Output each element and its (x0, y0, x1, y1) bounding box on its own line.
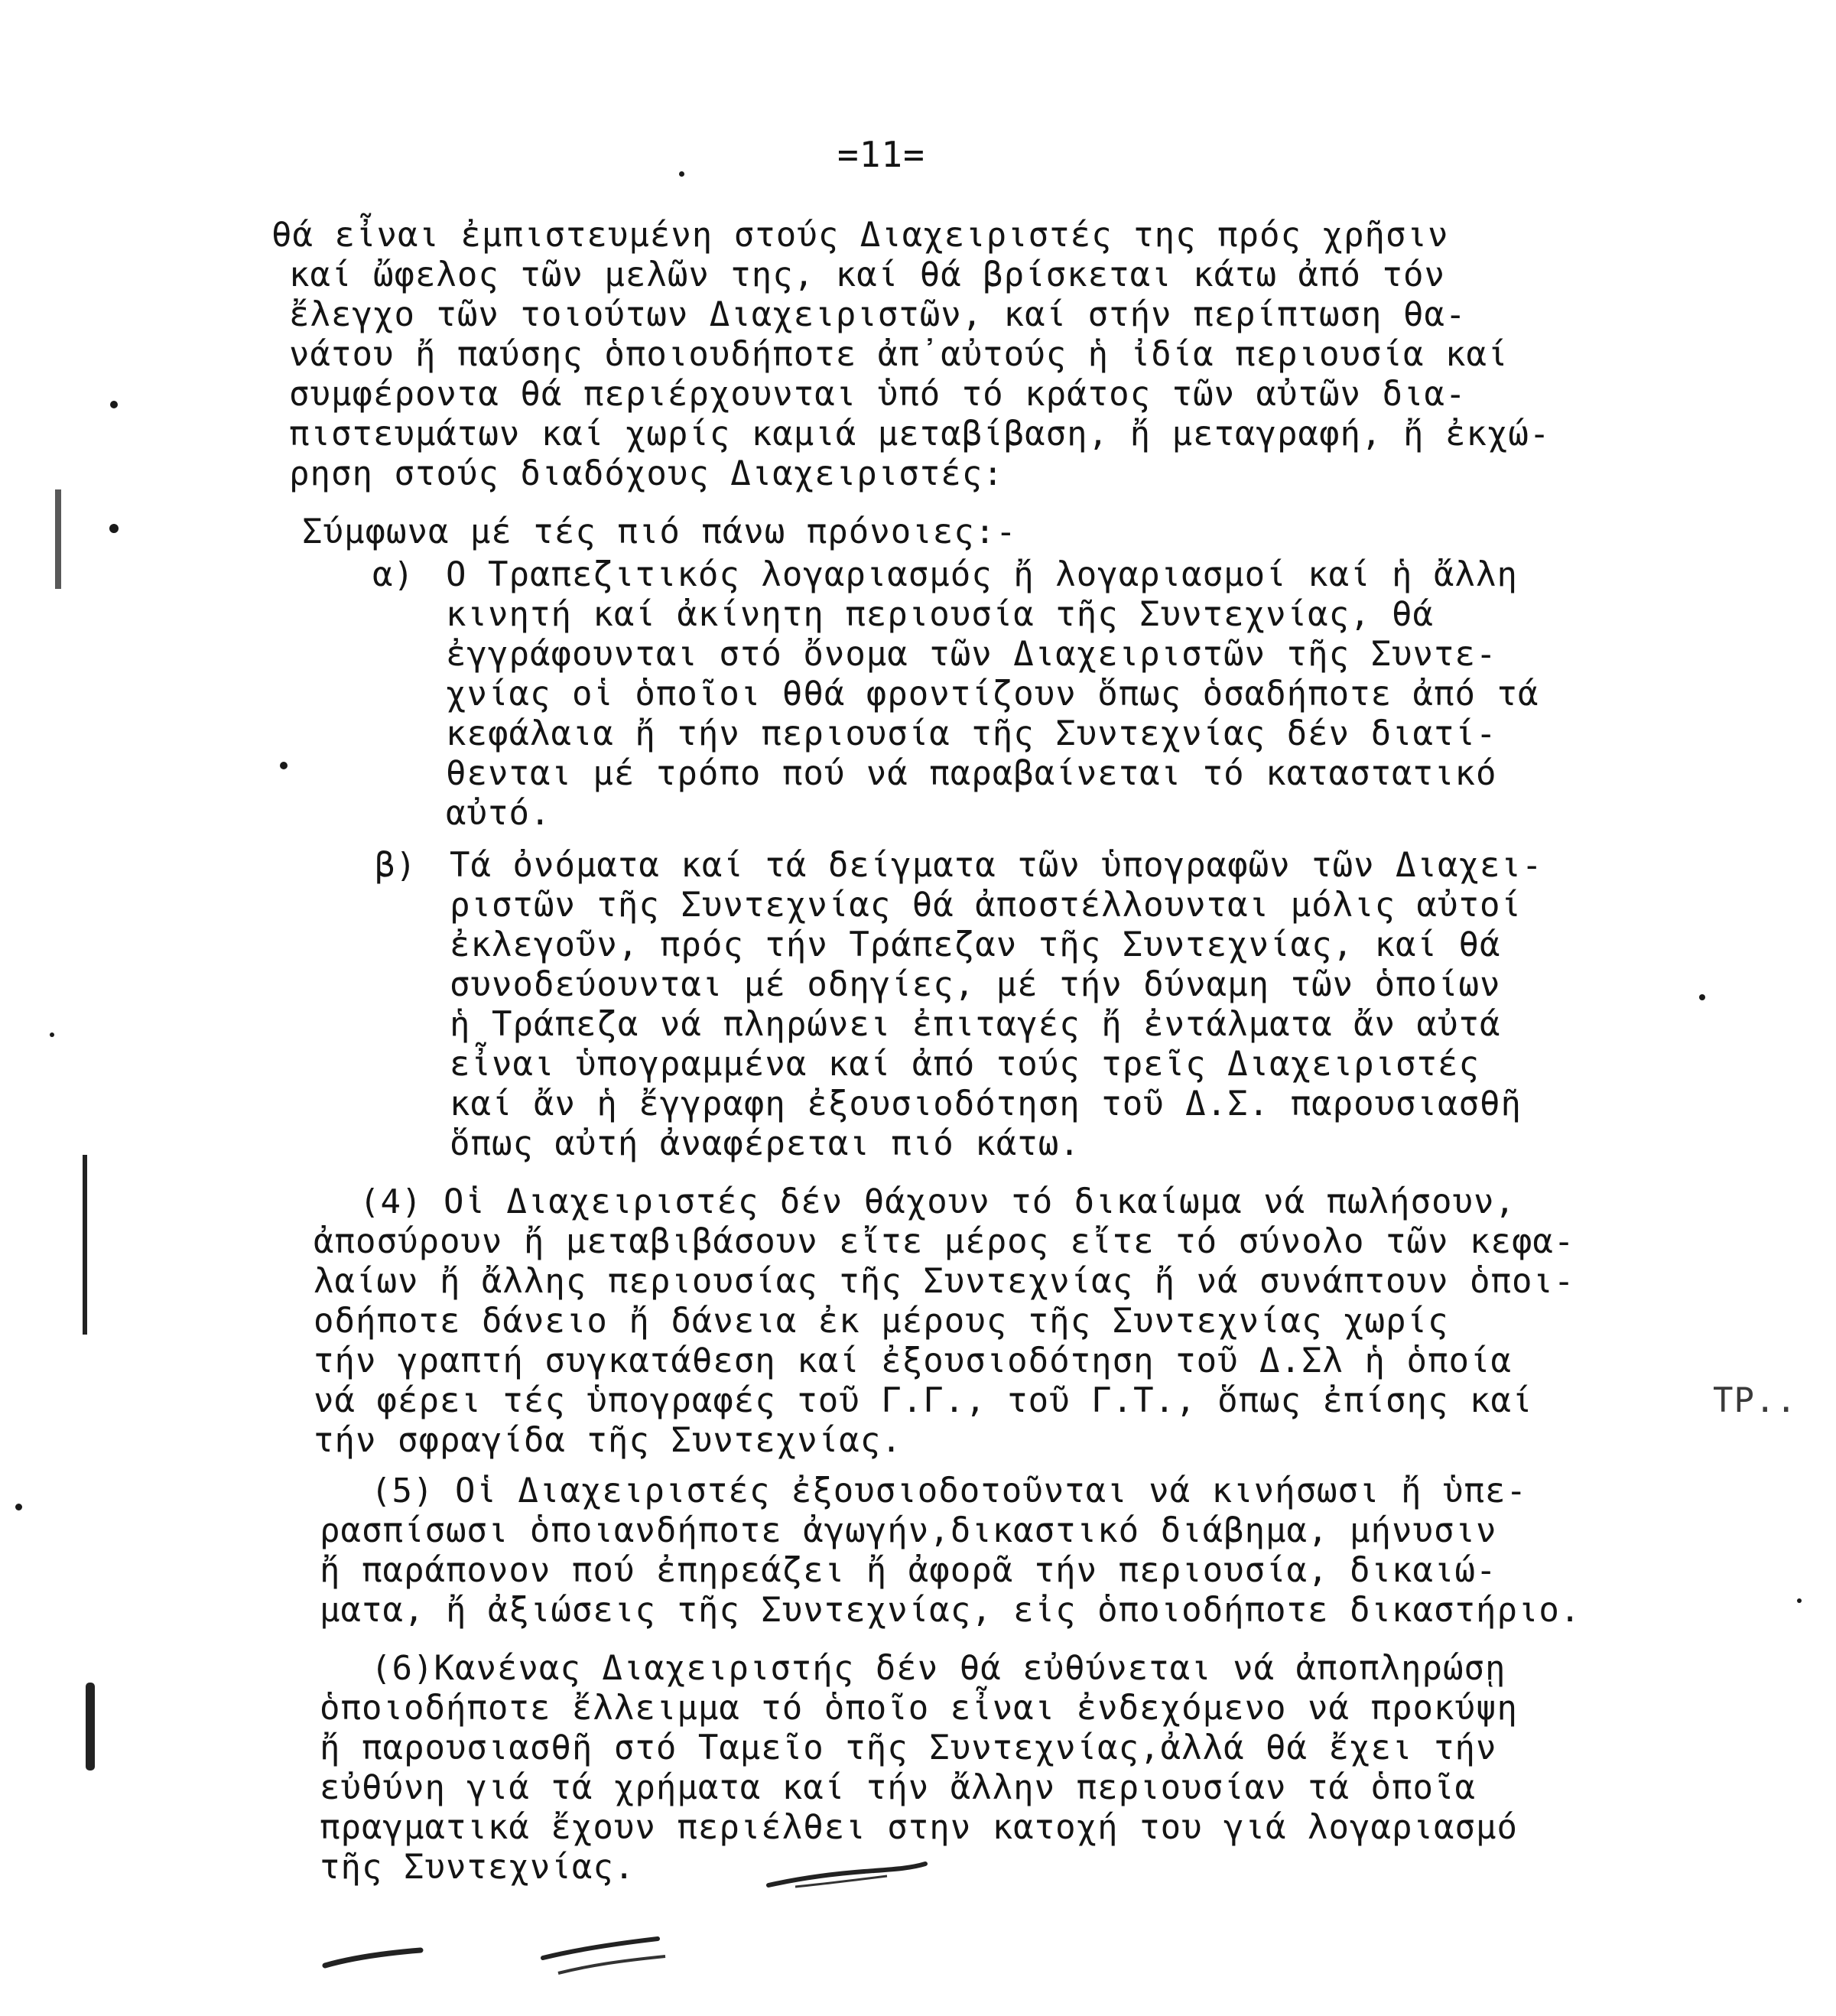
para-4-line-6: νά φέρει τές ὑπογραφές τοῦ Γ.Γ., τοῦ Γ.Τ., ὅπως ἐπίσης καί (314, 1381, 1533, 1420)
item-b-line-8: ὅπως αὐτή ἀναφέρεται πιό κάτω. (450, 1124, 1080, 1163)
item-b-line-5: ἡ Τράπεζα νά πληρώνει ἐπιταγές ἤ ἐντάλματα ἄν αὐτά (450, 1005, 1501, 1044)
para-4-line-7: τήν σφραγίδα τῆς Συντεχνίας. (314, 1421, 902, 1460)
ink-smudge (535, 1912, 688, 1981)
para-4-trailing-mark: ΤΡ.. (1713, 1381, 1797, 1420)
item-b-line-1: Τά ὀνόματα καί τά δείγματα τῶν ὑπογραφῶν τῶν Διαχει- (450, 846, 1543, 885)
scan-margin-mark (86, 1683, 95, 1771)
item-a-line-2: κινητή καί ἀκίνητη περιουσία τῆς Συντεχνίας, θά (446, 595, 1435, 634)
para-6-line-1: (6)Κανένας Διαχειριστής δέν θά εὐθύνεται νά ἀποπληρώσῃ (371, 1649, 1506, 1688)
para-5-line-1: (5) Οἱ Διαχειριστές ἐξουσιοδοτοῦνται νά κινήσωσι ἤ ὑπε- (371, 1471, 1527, 1510)
scan-speck (110, 401, 118, 408)
para-6-line-3: ἤ παρουσιασθῆ στό Ταμεῖο τῆς Συντεχνίας,ἀλλά θά ἔχει τήν (320, 1728, 1497, 1767)
scan-speck (679, 171, 684, 177)
scan-speck (1797, 1598, 1802, 1603)
scan-speck (109, 524, 119, 533)
scan-margin-mark (83, 1155, 87, 1335)
item-a-line-1: Ο Τραπεζιτικός λογαριασμός ἤ λογαριασμοί καί ἡ ἄλλη (446, 555, 1519, 594)
scan-speck (15, 1504, 22, 1510)
para-5-line-3: ἤ παράπονον πού ἐπηρεάζει ἤ ἀφορᾶ τήν περιουσία, δικαιώ- (320, 1551, 1497, 1590)
para-6-line-6: τῆς Συντεχνίας. (320, 1848, 635, 1887)
para-4-line-4: οδήποτε δάνειο ἤ δάνεια ἐκ μέρους τῆς Συντεχνίας χωρίς (314, 1302, 1449, 1341)
item-b-label: β) (375, 846, 417, 885)
item-a-line-4: χνίας οἱ ὁποῖοι θθά φροντίζουν ὅπως ὁσαδήποτε ἀπό τά (446, 675, 1539, 714)
intro-line-5: συμφέροντα θά περιέρχουνται ὑπό τό κράτος τῶν αὐτῶν δια- (289, 375, 1467, 414)
para-5-line-2: ρασπίσωσι ὁποιανδήποτε ἀγωγήν,δικαστικό διάβημα, μήνυσιν (320, 1511, 1497, 1550)
intro-line-1: θά εἶναι ἐμπιστευμένη στούς Διαχειριστές της πρός χρῆσιν (271, 216, 1449, 255)
item-b-line-7: καί ἄν ἡ ἔγγραφη ἐξουσιοδότηση τοῦ Δ.Σ. παρουσιασθῆ (450, 1084, 1522, 1123)
intro-line-7: ρηση στούς διαδόχους Διαχειριστές: (289, 454, 1004, 493)
page-number: =11= (837, 134, 925, 175)
intro-line-3: ἔλεγχο τῶν τοιούτων Διαχειριστῶν, καί στήν περίπτωση θα- (289, 295, 1467, 334)
para-4-line-1: (4) Οἱ Διαχειριστές δέν θάχουν τό δικαίωμα νά πωλήσουν, (359, 1182, 1516, 1221)
para-6-line-4: εὐθύνη γιά τά χρήματα καί τήν ἄλλην περιουσίαν τά ὁποῖα (320, 1768, 1476, 1807)
ink-smudge (765, 1855, 933, 1901)
scan-speck (280, 762, 288, 769)
scan-speck (1699, 994, 1705, 1000)
item-a-line-5: κεφάλαια ἤ τήν περιουσία τῆς Συντεχνίας δέν διατί- (446, 714, 1497, 753)
item-b-line-3: ἐκλεγοῦν, πρός τήν Τράπεζαν τῆς Συντεχνίας, καί θά (450, 925, 1501, 964)
scan-margin-mark (55, 489, 61, 589)
item-a-line-7: αὐτό. (446, 794, 551, 833)
para-5-line-4: ματα, ἤ ἀξιώσεις τῆς Συντεχνίας, εἰς ὁποιοδήποτε δικαστήριο. (320, 1591, 1581, 1630)
para-6-line-2: ὁποιοδήποτε ἔλλειμμα τό ὁποῖο εἶναι ἐνδεχόμενο νά προκύψη (320, 1689, 1518, 1728)
provisions-heading: Σύμφωνα μέ τές πιό πάνω πρόνοιες:- (302, 512, 1017, 551)
item-a-line-3: ἐγγράφουνται στό ὄνομα τῶν Διαχειριστῶν τῆς Συντε- (446, 635, 1497, 674)
item-a-label: α) (372, 555, 414, 594)
para-4-line-5: τήν γραπτή συγκατάθεση καί ἐξουσιοδότηση τοῦ Δ.Σλ ἡ ὁποία (314, 1341, 1512, 1380)
para-6-line-5: πραγματικά ἔχουν περιέλθει στην κατοχή του γιά λογαριασμό (320, 1808, 1518, 1847)
item-b-line-4: συνοδεύουνται μέ οδηγίες, μέ τήν δύναμη τῶν ὁποίων (450, 965, 1501, 1004)
item-b-line-6: εἶναι ὑπογραμμένα καί ἀπό τούς τρεῖς Διαχειριστές (450, 1045, 1480, 1084)
intro-line-4: νάτου ἤ παύσης ὁποιουδήποτε ἀπ᾽αὐτούς ἡ ἰδία περιουσία καί (289, 335, 1509, 374)
intro-line-2: καί ὤφελος τῶν μελῶν της, καί θά βρίσκεται κάτω ἀπό τόν (289, 255, 1445, 294)
item-b-line-2: ριστῶν τῆς Συντεχνίας θά ἀποστέλλουνται μόλις αὐτοί (450, 886, 1522, 925)
para-4-line-3: λαίων ἤ ἄλλης περιουσίας τῆς Συντεχνίας ἤ νά συνάπτουν ὁποι- (314, 1262, 1575, 1301)
scan-speck (50, 1032, 54, 1037)
para-4-line-2: ἀποσύρουν ἤ μεταβιβάσουν εἴτε μέρος εἴτε τό σύνολο τῶν κεφα- (314, 1222, 1575, 1261)
intro-line-6: πιστευμάτων καί χωρίς καμιά μεταβίβαση, ἤ μεταγραφή, ἤ ἐκχώ- (289, 415, 1551, 454)
ink-smudge (321, 1935, 444, 1981)
item-a-line-6: θενται μέ τρόπο πού νά παραβαίνεται τό καταστατικό (446, 754, 1497, 793)
